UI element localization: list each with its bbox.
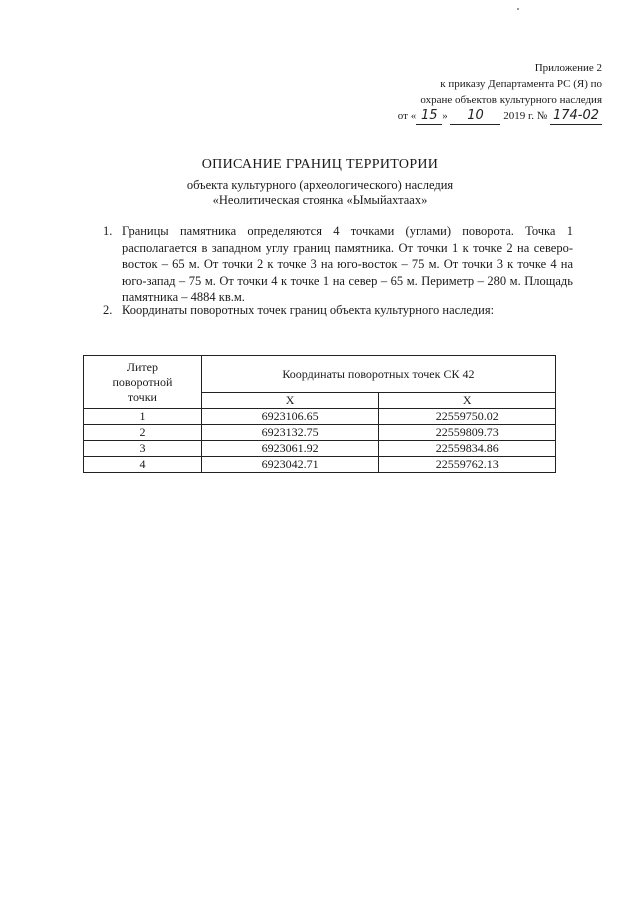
y-cell: 22559750.02 [379,409,556,425]
date-prefix: от « [397,110,417,122]
x-cell: 6923132.75 [201,425,379,441]
document-header [398,60,602,125]
heritage-line: охране объектов культурного наследия [420,94,602,106]
table-row [84,441,556,457]
date-day: 15 [416,108,442,125]
list-item [103,302,573,319]
table-row [84,409,556,425]
point-cell: 2 [84,425,202,441]
point-cell: 3 [84,441,202,457]
table-header-row [84,356,556,393]
y-cell: 22559834.86 [379,441,556,457]
table-row [84,457,556,473]
page-subtitle: объекта культурного (археологического) наследия [186,178,454,192]
x-header: X [201,393,379,409]
x-cell: 6923061.92 [201,441,379,457]
item-number: 1. [103,224,113,238]
y-cell: 22559809.73 [379,425,556,441]
y-header: X [379,393,556,409]
order-line: к приказу Департамента РС (Я) по [440,78,602,90]
item-text: Границы памятника определяются 4 точками (углами) поворота. Точка 1 располагается в западном углу границ памятника. От точки 1 к точке 2 на северо-восток – 65 м. От точки 2 к точке 3 на юго-восток – 75 м. От точки 3 к точке 4 на юго-запад – 75 м. От точки 4 к точке 1 на север – 65 м. Периметр – 280 м. Площадь памятника – 4884 кв.м. [122,224,573,304]
scan-speck [517,8,519,10]
item-text: Координаты поворотных точек границ объекта культурного наследия: [122,303,495,317]
point-header: Литер поворотной точки [84,356,202,409]
item-number: 2. [103,303,113,317]
x-cell: 6923106.65 [201,409,379,425]
list-item [103,223,573,306]
object-name: «Неолитическая стоянка «Ымыйахтаах» [212,193,428,207]
date-mid: » [442,110,448,122]
page-title: ОПИСАНИЕ ГРАНИЦ ТЕРРИТОРИИ [201,157,439,172]
date-month: 10 [450,108,500,125]
appendix-label: Приложение 2 [534,62,602,74]
order-number: 174-02 [550,108,602,125]
coords-header: Координаты поворотных точек СК 42 [201,356,555,393]
x-cell: 6923042.71 [201,457,379,473]
point-cell: 4 [84,457,202,473]
coordinates-table [83,355,556,473]
y-cell: 22559762.13 [379,457,556,473]
date-year: 2019 г. № [503,110,548,122]
point-cell: 1 [84,409,202,425]
date-line [398,108,602,125]
table-row [84,425,556,441]
